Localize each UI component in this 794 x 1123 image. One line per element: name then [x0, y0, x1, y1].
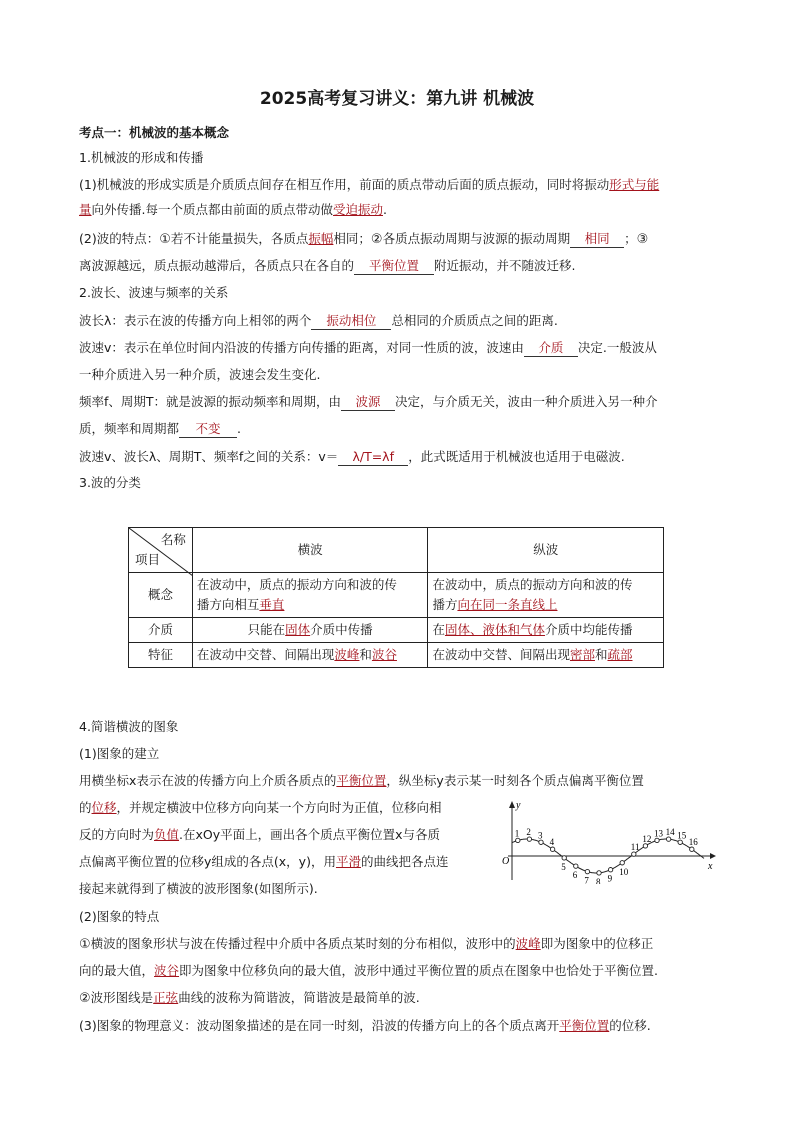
wave-point [527, 837, 531, 841]
text: 决定，与介质无关，波由一种介质进入另一种介 [395, 394, 658, 409]
table-cell [428, 618, 664, 643]
text: 波速v、波长λ、周期T、频率f之间的关系：v＝ [79, 449, 339, 464]
circled-number: ② [79, 991, 91, 1006]
table-cell [192, 573, 428, 618]
fill-blank: 不变 [179, 421, 237, 438]
text: 即为图象中的位移正 [540, 936, 654, 951]
subheading-graph-build: (1)图象的建立 [79, 746, 160, 761]
text: (2)波的特点： [79, 231, 160, 246]
underlined-term: 平滑 [335, 854, 361, 869]
paragraph-line [79, 230, 648, 249]
corner-label-item: 项目 [135, 552, 161, 567]
paragraph-line [79, 201, 387, 219]
text: ，此式既适用于机械波也适用于电磁波. [408, 449, 625, 464]
corner-label-name: 名称 [160, 532, 186, 547]
paragraph-line [79, 989, 420, 1008]
wave-point [516, 838, 520, 842]
text: . [383, 202, 387, 217]
fill-blank: 波源 [341, 394, 395, 411]
text: 介质中传播 [310, 622, 373, 637]
wave-point [585, 869, 589, 873]
text: 决定.一般波从 [577, 340, 657, 355]
circled-number: ① [79, 937, 91, 952]
wave-point [655, 838, 659, 842]
wave-point [597, 871, 601, 875]
wave-point-label: 2 [526, 827, 531, 838]
text: 频率f、周期T：就是波源的振动频率和周期，由 [79, 394, 342, 409]
underlined-term: 负值 [154, 827, 180, 842]
underlined-term: 波峰 [515, 936, 541, 951]
text: 在波动中，质点的振动方向和波的传 [196, 577, 397, 592]
underlined-term: 向在同一条直线上 [457, 597, 558, 612]
underlined-term: 波谷 [154, 963, 180, 978]
text: 在波动中交替、间隔出现 [196, 647, 335, 662]
text: 各质点振动周期与波源的振动周期 [382, 231, 571, 246]
wave-point [608, 868, 612, 872]
paragraph-line [79, 962, 658, 980]
text: (1)机械波的形成实质是介质质点间存在相互作用，前面的质点带动后面的质点振动，同时将振动 [79, 177, 610, 192]
wave-point [632, 852, 636, 856]
circled-number: ① [159, 232, 171, 247]
wave-point-label: 14 [665, 827, 675, 838]
text: 向外传播.每一个质点都由前面的质点带动做 [91, 202, 333, 217]
wave-point-label: 3 [538, 830, 543, 841]
text: 若不计能量损失，各质点 [170, 231, 309, 246]
text: 点偏离平衡位置的位移y组成的各点(x，y)，用 [79, 854, 336, 869]
underlined-term: 垂直 [259, 597, 285, 612]
table-cell [428, 573, 664, 618]
text: 的曲线把各点连 [360, 854, 449, 869]
underlined-term: 受迫振动 [333, 202, 384, 217]
paragraph-line [79, 257, 576, 275]
paragraph-line [79, 799, 442, 817]
text: 曲线的波称为简谐波，简谐波是最简单的波. [178, 990, 420, 1005]
wave-point [620, 861, 624, 865]
text: ； [624, 231, 637, 246]
text: 和 [594, 647, 608, 662]
text: 的 [79, 800, 92, 815]
wave-point-label: 7 [584, 875, 589, 884]
wave-point-label: 1 [514, 828, 520, 839]
underlined-term: 位移 [91, 800, 117, 815]
wave-point-label: 11 [630, 842, 640, 853]
text: 即为图象中位移负向的最大值，波形中通过平衡位置的质点在图象中也恰处于平衡位置. [179, 963, 659, 978]
wave-comparison-table [128, 527, 664, 668]
table-cell [192, 643, 428, 668]
text: .在xOy平面上，画出各个质点平衡位置x与各质 [179, 827, 441, 842]
text: 波速v：表示在单位时间内沿波的传播方向传播的距离，对同一性质的波，波速由 [79, 340, 524, 355]
underlined-term: 正弦 [153, 990, 179, 1005]
text: 的位移. [609, 1018, 651, 1033]
paragraph-line [79, 1017, 651, 1035]
circled-number: ② [370, 232, 383, 247]
text: (3)图象的物理意义：波动图象描述的是在同一时刻，沿波的传播方向上的各个质点离开 [79, 1018, 560, 1033]
wave-point-label: 12 [642, 833, 652, 844]
table-header-transverse: 横波 [192, 528, 428, 573]
text: 横波的图象形状与波在传播过程中介质中各质点某时刻的分布相似，波形中的 [90, 936, 516, 951]
fill-blank: λ/T=λf [338, 449, 408, 466]
y-axis-arrow [509, 801, 515, 808]
table-cell [428, 643, 664, 668]
text: 波长λ：表示在波的传播方向上相邻的两个 [79, 313, 312, 328]
wave-point [562, 856, 566, 860]
fill-blank: 介质 [524, 340, 578, 357]
wave-point [690, 847, 694, 851]
paragraph-line: 接起来就得到了横波的波形图象(如图所示). [79, 881, 318, 896]
origin-label: O [502, 856, 510, 867]
circled-number: ③ [636, 232, 649, 247]
text: 在 [432, 622, 445, 637]
wave-figure [498, 798, 718, 884]
paragraph-line: 一种介质进入另一种介质，波速会发生变化. [79, 367, 321, 382]
text: 在波动中，质点的振动方向和波的传 [432, 577, 633, 592]
y-axis-label: y [516, 800, 521, 811]
table-row [129, 643, 664, 668]
paragraph-line [79, 393, 658, 411]
text: 介质中均能传播 [544, 622, 633, 637]
underlined-term: 波谷 [371, 647, 397, 662]
wave-point-label: 5 [561, 861, 566, 872]
wave-point [643, 844, 647, 848]
underlined-term: 振幅 [308, 231, 334, 246]
underlined-term: 平衡位置 [559, 1018, 610, 1033]
text: ，纵坐标y表示某一时刻各个质点偏离平衡位置 [386, 773, 644, 788]
text: 离波源越远，质点振动越滞后，各质点只在各自的 [79, 258, 355, 273]
underlined-term: 形式与能 [609, 177, 660, 192]
subheading-relation: 2.波长、波速与频率的关系 [79, 285, 229, 300]
paragraph-line [79, 420, 241, 438]
section-heading-point1: 考点一：机械波的基本概念 [79, 125, 230, 140]
table-row [129, 618, 664, 643]
table-cell [192, 618, 428, 643]
subheading-graph: 4.简谐横波的图象 [79, 719, 179, 734]
underlined-term: 波峰 [334, 647, 360, 662]
text: 和 [359, 647, 372, 662]
underlined-term: 平衡位置 [336, 773, 387, 788]
text: ，并规定横波中位移方向向某一个方向时为正值，位移向相 [116, 800, 442, 815]
underlined-term: 量 [79, 202, 92, 217]
wave-point [678, 840, 682, 844]
text: . [237, 421, 241, 436]
wave-point [666, 837, 670, 841]
subheading-formation: 1.机械波的形成和传播 [79, 150, 204, 165]
table-header-row [129, 528, 664, 573]
wave-point-label: 6 [572, 870, 578, 881]
text: 播方向相互 [196, 597, 260, 612]
wave-point [550, 847, 554, 851]
text: 只能在 [247, 622, 286, 637]
wave-point [574, 864, 578, 868]
row-head-concept: 概念 [129, 573, 193, 618]
subheading-graph-features: (2)图象的特点 [79, 909, 160, 924]
paragraph-line [79, 935, 653, 954]
wave-point-label: 13 [654, 828, 663, 839]
paragraph-line [79, 176, 659, 194]
fill-blank: 振动相位 [311, 313, 391, 330]
text: 向的最大值， [79, 963, 155, 978]
table-corner-cell [129, 528, 193, 573]
page-title: 2025高考复习讲义：第九讲 机械波 [259, 89, 535, 109]
underlined-term: 固体、液体和气体 [444, 622, 545, 637]
text: 总相同的介质质点之间的距离. [391, 313, 558, 328]
x-axis-arrow [710, 853, 716, 859]
paragraph-line [79, 448, 625, 466]
fill-blank: 相同 [570, 231, 624, 248]
wave-point-label: 15 [677, 830, 687, 841]
wave-point [539, 840, 543, 844]
underlined-term: 固体 [285, 622, 311, 637]
text: 波形图线是 [90, 990, 154, 1005]
fill-blank: 平衡位置 [354, 258, 434, 275]
paragraph-line [79, 312, 558, 330]
paragraph-line [79, 339, 657, 357]
wave-point-label: 9 [607, 873, 613, 884]
text: 质，频率和周期都 [79, 421, 180, 436]
table-row [129, 573, 664, 618]
paragraph-line [79, 853, 448, 871]
row-head-medium: 介质 [129, 618, 193, 643]
paragraph-line [79, 772, 644, 790]
underlined-term: 疏部 [607, 647, 633, 662]
wave-point-label: 8 [596, 876, 601, 884]
text: 附近振动，并不随波迁移. [434, 258, 576, 273]
text: 相同； [333, 231, 371, 246]
wave-point-label: 4 [549, 837, 555, 848]
text: 用横坐标x表示在波的传播方向上介质各质点的 [79, 773, 337, 788]
x-axis-label: x [708, 861, 713, 872]
text: 播方 [432, 597, 458, 612]
text: 反的方向时为 [79, 827, 155, 842]
subheading-classification: 3.波的分类 [79, 475, 141, 490]
wave-point-label: 10 [619, 866, 629, 877]
table-header-longitudinal: 纵波 [428, 528, 664, 573]
row-head-feature: 特征 [129, 643, 193, 668]
underlined-term: 密部 [569, 647, 595, 662]
text: 在波动中交替、间隔出现 [432, 647, 570, 662]
paragraph-line [79, 826, 440, 844]
wave-point-label: 16 [688, 837, 698, 848]
